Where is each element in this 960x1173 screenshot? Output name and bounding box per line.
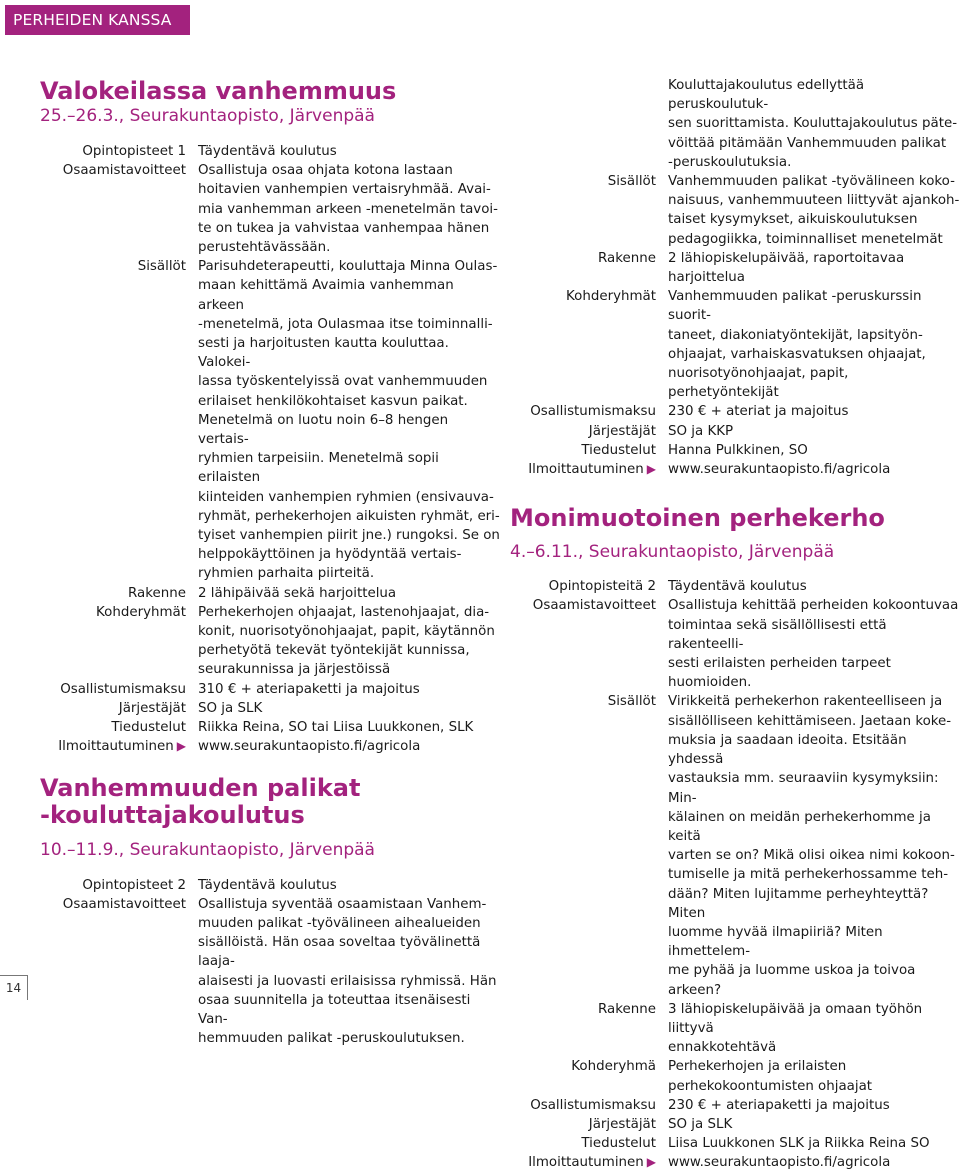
detail-label-text: Järjestäjät: [588, 423, 656, 439]
course-title-line-2: -kouluttajakoulutus: [40, 800, 305, 829]
detail-row: [510, 596, 960, 692]
detail-label: [40, 161, 198, 257]
detail-row: [40, 257, 500, 583]
course-date: [40, 105, 500, 127]
detail-value: Perhekerhojen ja erilaisten perhekokoontumisten ohjaajat: [668, 1059, 873, 1094]
detail-row: [510, 1000, 960, 1058]
detail-label: [40, 603, 198, 680]
detail-label-text: Osaamistavoitteet: [62, 896, 186, 912]
detail-value: Virikkeitä perhekerhon rakenteelliseen ja sisällölliseen kehittämiseen. Jaetaan koke- muksia ja saadaan ideoita. Etsitään yhdessä vastauksia mm. seuraaviin kysymyksiin: Min- kälainen on meidän perhekerhomme ja keitä varten se on? Mikä olisi oikea nimi kokoon- tumiselle ja mitä perhekerhossamme teh- dään? Miten lujitamme perheyhteyttä? Miten luomme hyvää ilmapiiriä? Miten ihmettelem- me pyhää ja luomme uskoa ja toivoa arkeen?: [668, 694, 955, 998]
detail-label: [510, 596, 668, 692]
detail-label-text: Sisällöt: [137, 259, 186, 275]
detail-value: Vanhemmuuden palikat -työvälineen koko- naisuus, vanhemmuuteen liittyvät ajankoh- taiset kysymykset, aikuiskoulutuksen pedagogiikka, toiminnalliset menetelmät: [668, 174, 960, 247]
detail-value: Parisuhdeterapeutti, kouluttaja Minna Oulas- maan kehittämä Avaimia vanhemman arkeen -menetelmä, jota Oulasmaa itse toiminnalli- sesti ja harjoitusten kautta kouluttaa. Valokei- lassa työskentelyissä ovat vanhemmuuden erilaiset henkilökohtaiset kasvun paikat. Menetelmä on luotu noin 6–8 hengen vertais- ryhmien tarpeisiin. Menetelmä sopii erilaisten kiinteiden vanhempien ryhmien (ensivauva- ryhmät, perhekerhojen aikuisten ryhmät, eri- tyiset vanhempien piirit jne.) rungoksi. Se on helppokäyttöinen ja hyödyntää vertais- ryhmien parhaita piirteitä.: [198, 259, 500, 582]
course-title: Monimuotoinen perhekerho: [510, 504, 885, 533]
detail-label-text: Kohderyhmät: [96, 604, 186, 620]
detail-row: [510, 577, 960, 596]
detail-row: [510, 172, 960, 249]
detail-label: [510, 1115, 668, 1134]
detail-label-text: Järjestäjät: [118, 700, 186, 716]
detail-value: Liisa Luukkonen SLK ja Riikka Reina SO: [668, 1136, 930, 1152]
detail-label-text: Opintopisteitä 2: [548, 579, 656, 595]
detail-row: [40, 142, 500, 161]
detail-label: [510, 692, 668, 999]
detail-value: 2 lähiopiskelupäivää, raportoitavaa harjoittelua: [668, 250, 905, 286]
arrow-right-icon: ▶: [646, 462, 656, 477]
detail-row: [40, 603, 500, 680]
detail-label-text: Ilmoittautuminen: [528, 462, 644, 478]
detail-label: [510, 287, 668, 402]
detail-row: [40, 737, 500, 756]
arrow-right-icon: ▶: [646, 1155, 656, 1170]
detail-label-text: Opintopisteet 2: [82, 877, 186, 893]
detail-label: [40, 257, 198, 583]
detail-row: [510, 287, 960, 402]
detail-label: [40, 876, 198, 895]
course-details: [40, 876, 500, 1049]
detail-label-text: Opintopisteet 1: [82, 144, 186, 159]
detail-label: [40, 699, 198, 718]
detail-row: [510, 1134, 960, 1153]
course-date-days: 25.–26.3.: [40, 106, 119, 126]
detail-row: [40, 895, 500, 1049]
detail-label: [510, 402, 668, 421]
course-title: Valokeilassa vanhemmuus: [40, 77, 397, 105]
detail-label-text: Osallistumismaksu: [60, 681, 186, 697]
detail-label-text: Osallistumismaksu: [530, 1097, 656, 1113]
detail-value: 310 € + ateriapaketti ja majoitus: [198, 681, 420, 697]
detail-label: [40, 584, 198, 603]
course-date-place: , Seurakuntaopisto, Järvenpää: [577, 542, 835, 563]
detail-label-text: Ilmoittautuminen: [528, 1155, 644, 1171]
course-details: [40, 142, 500, 757]
detail-label: [40, 718, 198, 737]
detail-value: Kouluttajakoulutus edellyttää peruskoulutuk- sen suorittamista. Kouluttajakoulutus päte- vöittää pitämään Vanhemmuuden palikat -peruskoulutuksia.: [668, 78, 958, 170]
detail-value: 3 lähiopiskelupäivää ja omaan työhön liittyvä ennakkotehtävä: [668, 1001, 923, 1056]
course-details-continued: [510, 76, 960, 479]
detail-label-text: Tiedustelut: [581, 1136, 656, 1152]
detail-value: Osallistuja kehittää perheiden kokoontuvaa toimintaa sekä sisällöllisesti että rakenteelli- sesti erilaisten perheiden tarpeet huomioiden.: [668, 598, 959, 691]
detail-value: Vanhemmuuden palikat -peruskurssin suorit- taneet, diakoniatyöntekijät, lapsityön- ohjaajat, varhaiskasvatuksen ohjaajat, nuorisotyönohjaajat, papit, perhetyöntekijät: [668, 289, 926, 401]
detail-value: Täydentävä koulutus: [668, 579, 807, 595]
detail-label-text: Osallistumismaksu: [530, 404, 656, 420]
course-details: [510, 577, 960, 1172]
detail-row: [510, 1096, 960, 1115]
detail-value: Osallistuja osaa ohjata kotona lastaan hoitavien vanhempien vertaisryhmää. Avai- mia vanhemman arkeen -menetelmän tavoi- te on tukea ja vahvistaa vanhempaa hänen perustehtävässään.: [198, 163, 498, 256]
registration-link[interactable]: www.seurakuntaopisto.fi/agricola: [668, 1155, 891, 1171]
course-date-days: 10.–11.9.: [40, 839, 119, 860]
detail-label: [510, 1096, 668, 1115]
detail-value: SO ja SLK: [198, 700, 263, 716]
detail-row: [40, 699, 500, 718]
detail-value: SO ja KKP: [668, 423, 734, 439]
right-column: [510, 76, 960, 1173]
page-number: 14: [0, 975, 28, 1000]
detail-label-text: Osaamistavoitteet: [62, 163, 186, 179]
detail-value: Osallistuja syventää osaamistaan Vanhem- muuden palikat -työvälineen aihealueiden sisällöistä. Hän osaa soveltaa työvälinettä laaja- alaisesti ja luovasti erilaisissa ryhmissä. Hän osaa suunnitella ja toteuttaa itsenäisesti Van- hemmuuden palikat -peruskoulutuksen.: [198, 896, 497, 1047]
detail-label: [510, 1000, 668, 1058]
detail-label-text: Sisällöt: [607, 694, 656, 710]
detail-label-text: Ilmoittautuminen: [58, 739, 174, 755]
detail-label-text: Rakenne: [598, 1001, 656, 1017]
detail-row: [40, 680, 500, 699]
detail-row: [510, 441, 960, 460]
detail-label-text: Sisällöt: [607, 174, 656, 190]
registration-link[interactable]: www.seurakuntaopisto.fi/agricola: [198, 739, 421, 755]
left-column: [40, 78, 500, 1048]
detail-label: [510, 249, 668, 287]
detail-row: [40, 876, 500, 895]
detail-value: Hanna Pulkkinen, SO: [668, 442, 808, 458]
course-date-days: 4.–6.11.: [510, 542, 578, 563]
course-title: [40, 775, 500, 829]
detail-label: [510, 441, 668, 460]
detail-label: [40, 895, 198, 1049]
detail-label: [510, 460, 668, 479]
detail-value: Täydentävä koulutus: [198, 877, 337, 893]
registration-link[interactable]: www.seurakuntaopisto.fi/agricola: [668, 462, 891, 478]
detail-label-text: Kohderyhmä: [571, 1059, 656, 1075]
detail-row: [510, 422, 960, 441]
section-tab: PERHEIDEN KANSSA: [5, 5, 190, 35]
detail-value: 230 € + ateriapaketti ja majoitus: [668, 1097, 890, 1113]
detail-row: [510, 76, 960, 172]
detail-row: [510, 1115, 960, 1134]
course-date: [40, 839, 500, 861]
detail-label: [510, 422, 668, 441]
detail-row: [40, 584, 500, 603]
detail-value: Riikka Reina, SO tai Liisa Luukkonen, SLK: [198, 720, 474, 736]
detail-row: [40, 161, 500, 257]
detail-label: [40, 142, 198, 161]
detail-row: [510, 249, 960, 287]
detail-label: [510, 76, 668, 172]
arrow-right-icon: ▶: [176, 739, 186, 754]
detail-label: [510, 1153, 668, 1172]
course-date-place: , Seurakuntaopisto, Järvenpää: [118, 839, 375, 860]
course-title-line-1: Vanhemmuuden palikat: [40, 773, 361, 802]
course-date: [510, 541, 960, 563]
detail-row: [510, 692, 960, 999]
detail-label-text: Rakenne: [128, 585, 186, 601]
detail-label: [510, 172, 668, 249]
detail-label: [40, 737, 198, 756]
detail-value: SO ja SLK: [668, 1116, 733, 1132]
detail-value: 230 € + ateriat ja majoitus: [668, 404, 849, 420]
detail-row: [40, 718, 500, 737]
detail-label-text: Kohderyhmät: [566, 289, 656, 305]
detail-label-text: Tiedustelut: [581, 442, 656, 458]
detail-label-text: Osaamistavoitteet: [532, 598, 656, 614]
detail-label-text: Rakenne: [598, 250, 656, 266]
detail-row: [510, 402, 960, 421]
detail-row: [510, 1153, 960, 1172]
detail-row: [510, 460, 960, 479]
detail-label-text: Tiedustelut: [111, 720, 186, 736]
detail-label-text: Järjestäjät: [588, 1116, 656, 1132]
detail-value: 2 lähipäivää sekä harjoittelua: [198, 585, 397, 601]
detail-value: Täydentävä koulutus: [198, 144, 337, 159]
detail-label: [40, 680, 198, 699]
detail-label: [510, 1134, 668, 1153]
course-date-place: , Seurakuntaopisto, Järvenpää: [118, 106, 375, 126]
detail-label: [510, 577, 668, 596]
detail-label: [510, 1057, 668, 1095]
detail-row: [510, 1057, 960, 1095]
detail-value: Perhekerhojen ohjaajat, lastenohjaajat, dia- konit, nuorisotyönohjaajat, papit, käytännön perhetyötä tekevät työntekijät kunnissa, seurakunnissa ja järjestöissä: [198, 604, 495, 678]
